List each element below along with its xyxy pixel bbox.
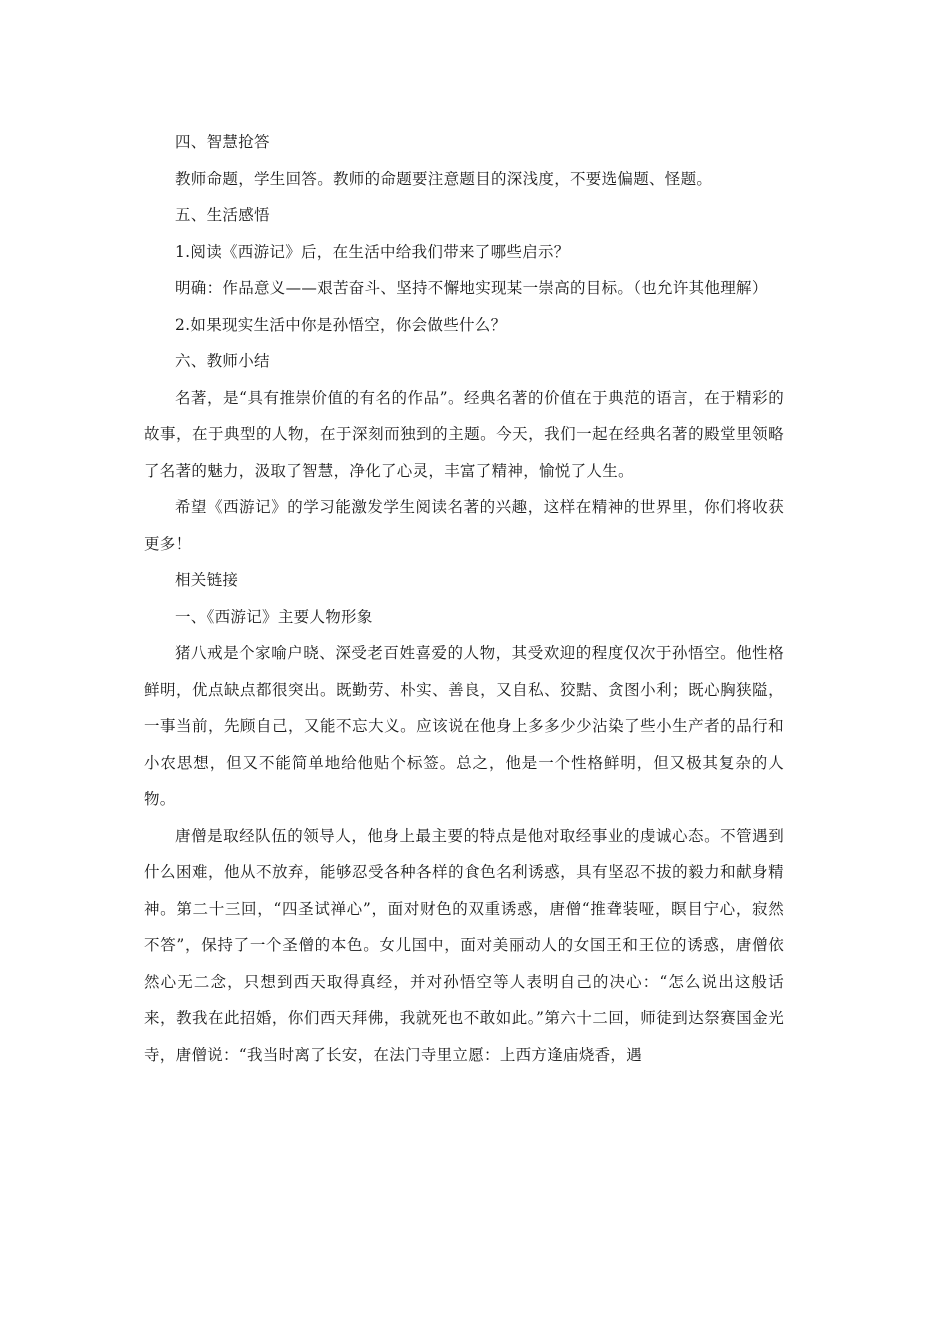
related-links-heading: 相关链接 <box>175 571 239 589</box>
subsection-heading-1: 一、《西游记》主要人物形象 <box>175 607 373 626</box>
paragraph: 希望《西游记》的学习能激发学生阅读名著的兴趣，这样在精神的世界里，你们将收获更多！ <box>144 498 784 553</box>
question-2: 2.如果现实生活中你是孙悟空，你会做些什么？ <box>175 315 507 334</box>
paragraph: 猪八戒是个家喻户晓、深受老百姓喜爱的人物，其受欢迎的程度仅次于孙悟空。他性格鲜明，优点缺点都很突出。既勤劳、朴实、善良，又自私、狡黠、贪图小利；既心胸狭隘，一事当前，先顾自己，又能不忘大义。应该说在他身上多多少少沾染了些小生产者的品行和小农思想，但又不能简单地给他贴个标签。总之，他是一个性格鲜明，但又极其复杂的人物。 <box>144 644 784 808</box>
section-heading-6: 六、教师小结 <box>175 352 270 370</box>
document-body <box>144 124 784 1073</box>
paragraph: 唐僧是取经队伍的领导人，他身上最主要的特点是他对取经事业的虔诚心态。不管遇到什么困难，他从不放弃，能够忍受各种各样的食色名利诱惑，具有坚忍不拔的毅力和献身精神。第二十三回，“四圣试禅心”，面对财色的双重诱惑，唐僧“推聋装哑，瞑目宁心，寂然不答”，保持了一个圣僧的本色。女儿国中，面对美丽动人的女国王和王位的诱惑，唐僧依然心无二念，只想到西天取得真经，并对孙悟空等人表明自己的决心：“怎么说出这般话来，教我在此招婚，你们西天拜佛，我就死也不敢如此。”第六十二回，师徒到达祭赛国金光寺，唐僧说：“我当时离了长安，在法门寺里立愿：上西方逢庙烧香，遇 <box>144 826 784 1064</box>
paragraph: 教师命题，学生回答。教师的命题要注意题目的深浅度，不要选偏题、怪题。 <box>175 169 713 188</box>
question-1: 1.阅读《西游记》后，在生活中给我们带来了哪些启示？ <box>175 242 570 261</box>
answer-1: 明确：作品意义——艰苦奋斗、坚持不懈地实现某一崇高的目标。（也允许其他理解） <box>175 279 768 297</box>
section-heading-4: 四、智慧抢答 <box>175 133 270 151</box>
paragraph: 名著，是“具有推崇价值的有名的作品”。经典名著的价值在于典范的语言，在于精彩的故事，在于典型的人物，在于深刻而独到的主题。今天，我们一起在经典名著的殿堂里领略了名著的魅力，汲取了智慧，净化了心灵，丰富了精神，愉悦了人生。 <box>144 388 784 480</box>
section-heading-5: 五、生活感悟 <box>175 206 270 224</box>
